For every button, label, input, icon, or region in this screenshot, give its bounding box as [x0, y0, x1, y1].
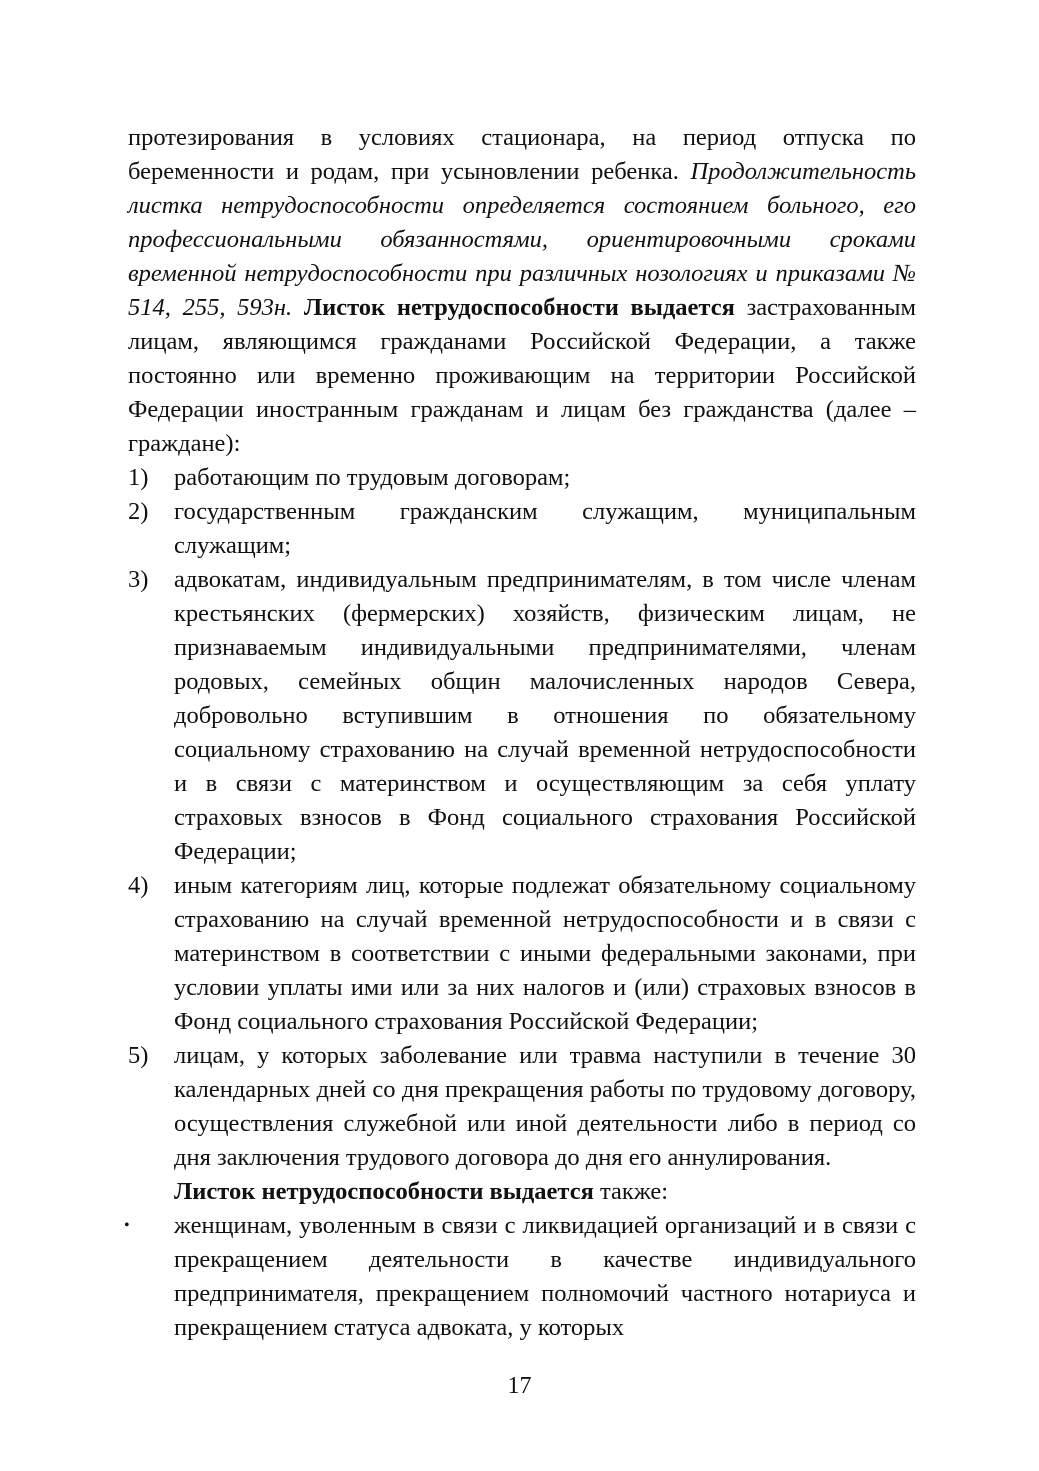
bullet-item	[124, 1209, 916, 1345]
bullet-marker: •	[124, 1217, 130, 1234]
also-regular-text: также:	[593, 1178, 669, 1205]
list-item-text: лицам, у которых заболевание или травма наступили в течение 30 календарных дней со дня прекращения работы по трудовому договору, осуществления служебной или иной деятельности либо в период со дня заключения трудового договора до дня его аннулирования.	[174, 1042, 916, 1171]
list-item	[128, 495, 916, 563]
list-item	[128, 1039, 916, 1175]
bullet-item-text: женщинам, уволенным в связи с ликвидацией организаций и в связи с прекращением деятельности в качестве индивидуального предпринимателя, прекращением полномочий частного нотариуса и прекращением статуса адвоката, у которых	[174, 1212, 916, 1341]
list-item	[128, 461, 916, 495]
also-bold-text: Листок нетрудоспособности выдается	[174, 1178, 594, 1205]
numbered-list	[128, 461, 916, 1175]
list-marker: 1)	[128, 464, 149, 491]
list-item-text: государственным гражданским служащим, муниципальным служащим;	[174, 498, 916, 559]
list-marker: 2)	[128, 498, 149, 525]
list-item	[128, 563, 916, 869]
intro-text-end: застрахованным лицам, являющимся гражданами Российской Федерации, а также постоянно или временно проживающим на территории Российской Федерации иностранным гражданам и лицам без гражданства (далее – граждане):	[128, 294, 916, 457]
list-item-text: иным категориям лиц, которые подлежат обязательному социальному страхованию на случай временной нетрудоспособности и в связи с материнством в соответствии с иными федеральными законами, при условии уплаты ими или за них налогов и (или) страховых взносов в Фонд социального страхования Российской Федерации;	[174, 872, 916, 1035]
intro-text-start: протезирования в условиях стационара, на период отпуска по беременности и родам, при усыновлении ребенка.	[128, 124, 916, 185]
list-item-text: работающим по трудовым договорам;	[174, 464, 571, 491]
list-item-text: адвокатам, индивидуальным предпринимателям, в том числе членам крестьянских (фермерских) хозяйств, физическим лицам, не признаваемым индивидуальными предпринимателями, членам родовых, семейных общин малочисленных народов Севера, добровольно вступившим в отношения по обязательному социальному страхованию на случай временной нетрудоспособности и в связи с материнством и осуществляющим за себя уплату страховых взносов в Фонд социального страхования Российской Федерации;	[174, 566, 916, 865]
page-body	[124, 121, 916, 1345]
list-marker: 5)	[128, 1042, 149, 1069]
intro-italic-text: Продолжительность листка нетрудоспособности определяется состоянием больного, его профессиональными обязанностями, ориентировочными сроками временной нетрудоспособности при различных нозологиях и приказами № 514, 255, 593н.	[128, 158, 916, 321]
intro-bold-text: Листок нетрудоспособности выдается	[292, 294, 735, 321]
list-marker: 3)	[128, 566, 149, 593]
also-paragraph	[128, 1175, 916, 1209]
page-number: 17	[507, 1373, 532, 1399]
list-marker: 4)	[128, 872, 149, 899]
list-item	[128, 869, 916, 1039]
bullet-list	[124, 1209, 916, 1345]
intro-paragraph	[128, 121, 916, 461]
